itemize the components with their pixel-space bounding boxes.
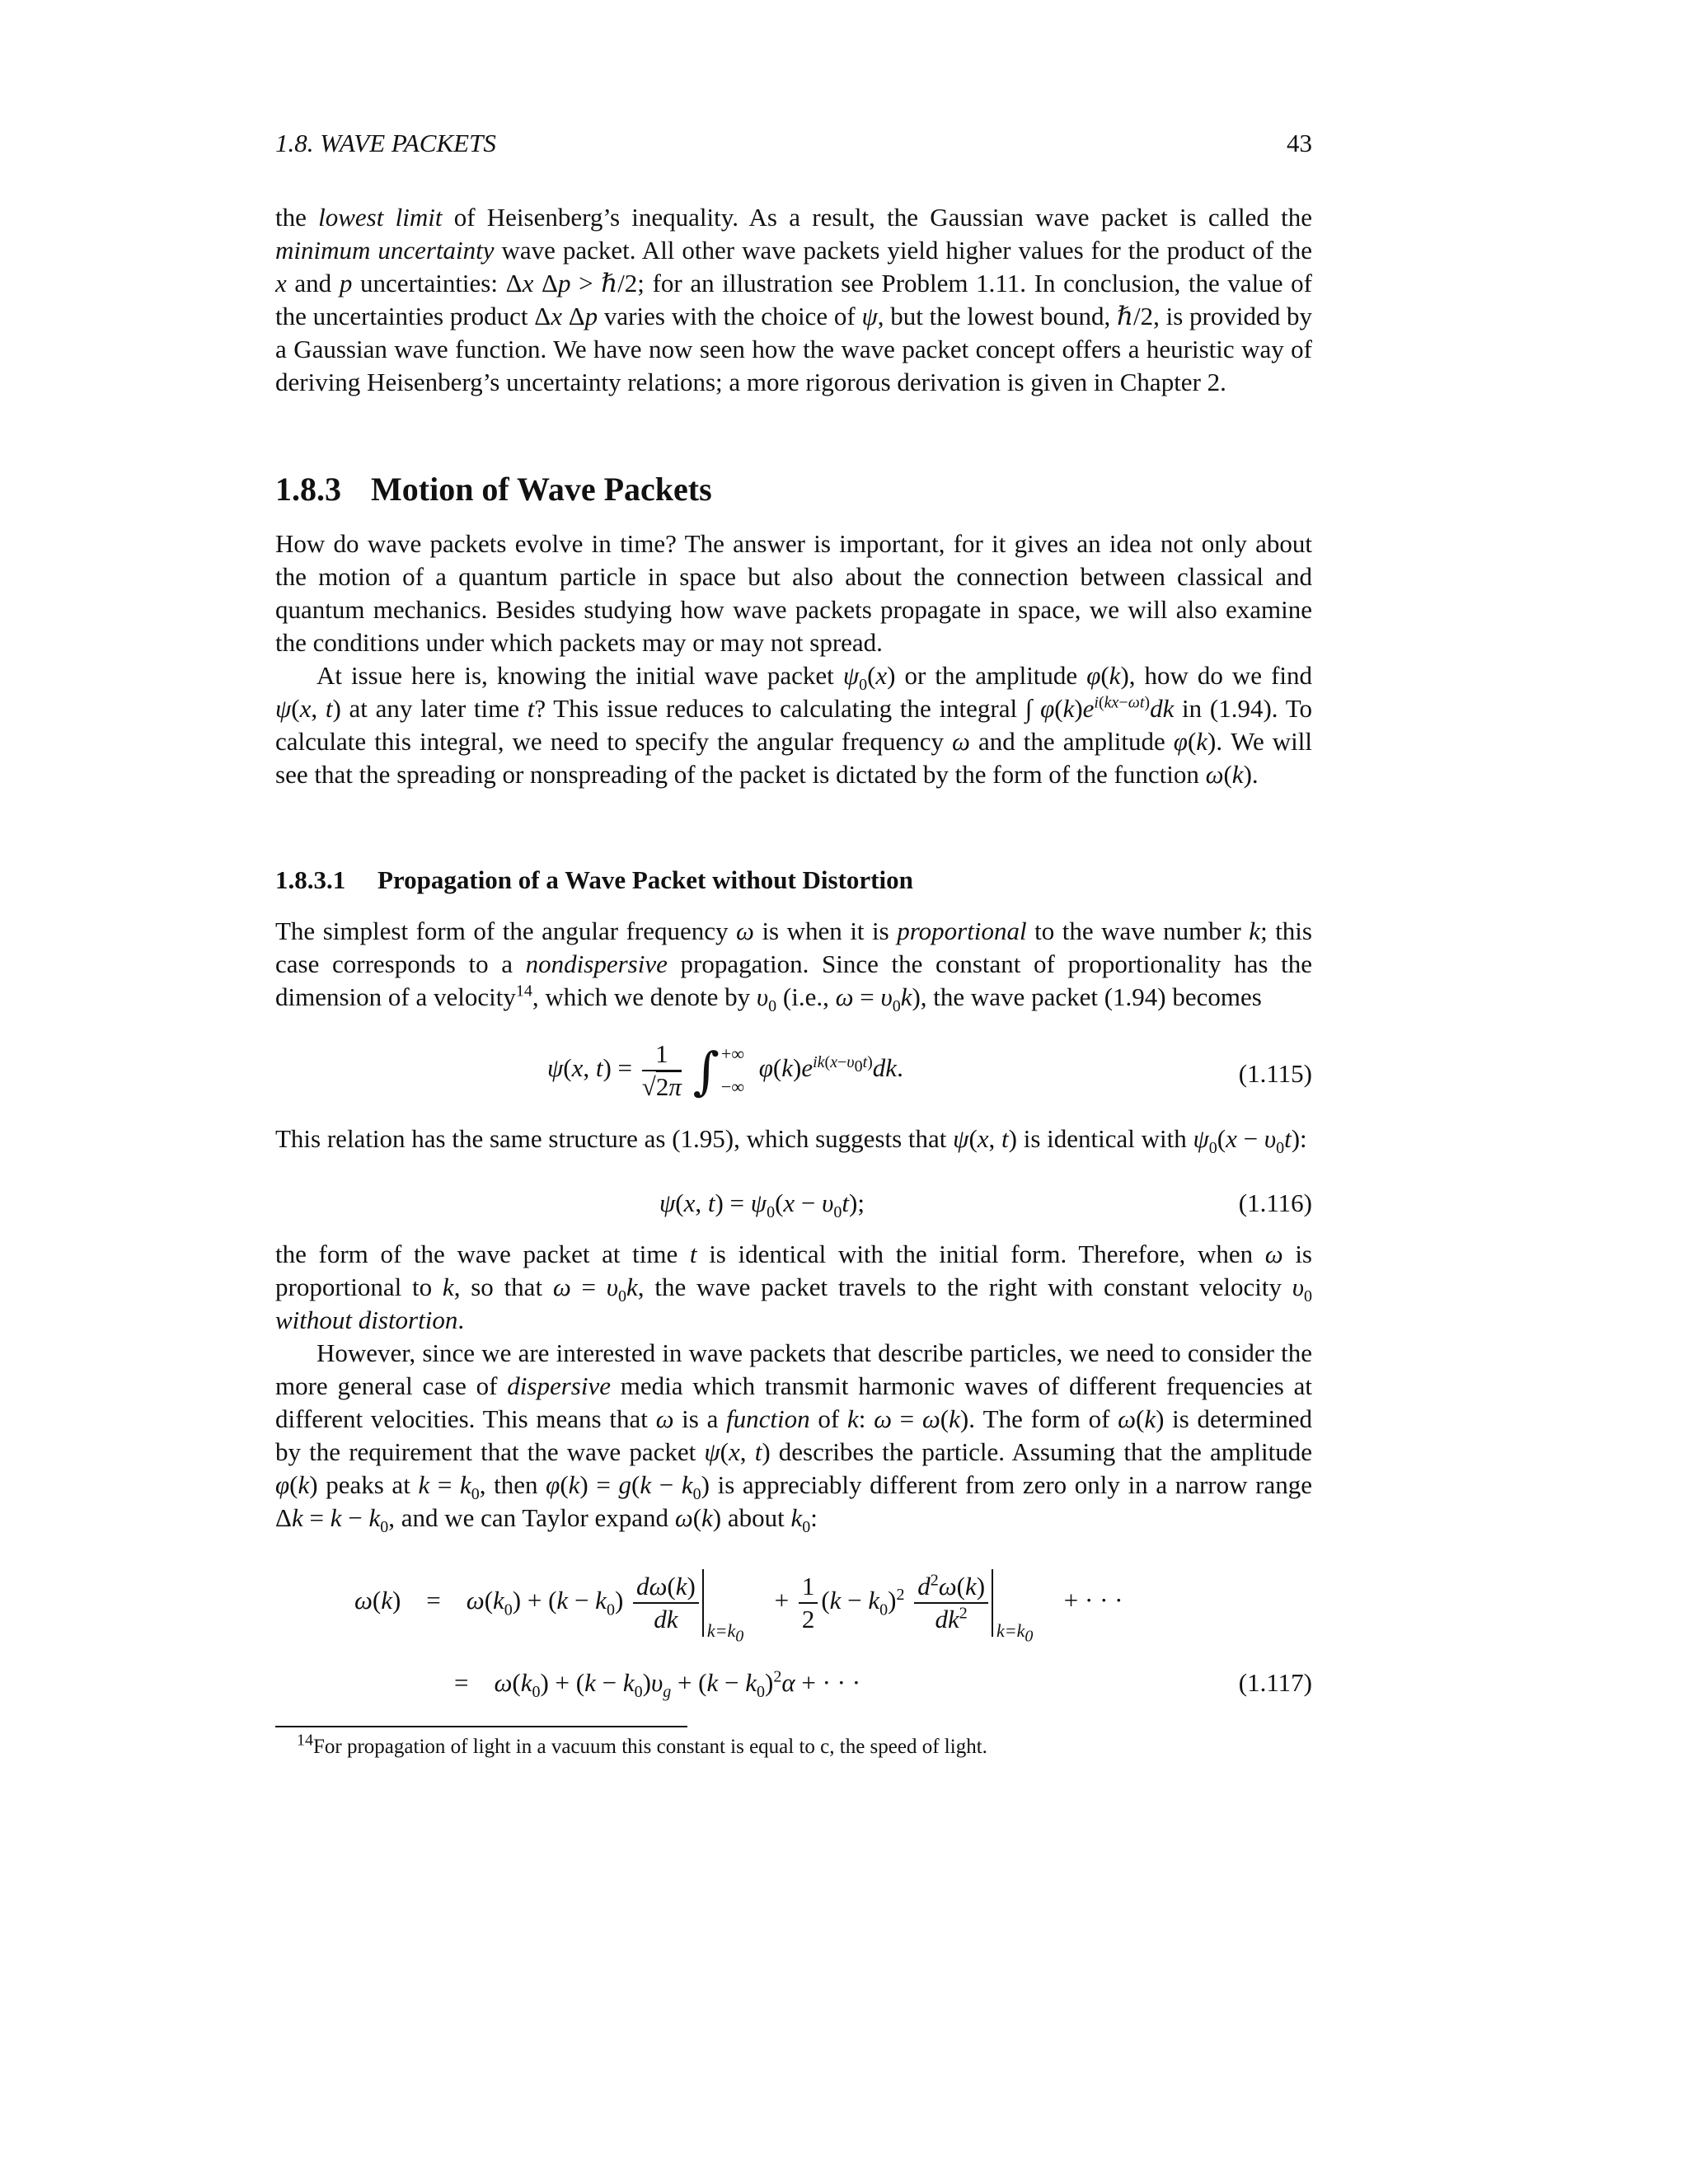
- equation-1-116: [275, 1188, 1312, 1221]
- equation-1-117: [275, 1569, 1312, 1709]
- section-number: 1.8.3: [275, 471, 341, 508]
- footnote-rule: [275, 1726, 687, 1727]
- equation-body: ψ(x, t) = $\frac{1}{√2\pi}$ ∫ +∞ −∞ $\varphi(k)e^{ik(x-\upsilon_0t)}dk$.: [547, 1039, 903, 1101]
- paragraph-5: the form of the wave packet at time t is identical with the initial form. Therefore, when ω is proportional to k, so that $\omega = \upsilon_0k$, the wave packet travels to the right with constant velocity $\upsilon_0$ without distortion. However, since we are interested in wave packets that describe particles, we need to consider the more general case of dispersive media which transmit harmonic waves of different frequencies at different velocities. This means that ω is a function of k: ω = ω(k). The form of ω(k) is determined by the requirement that the wave packet ψ(x, t) describes the particle. Assuming that the amplitude φ(k) peaks at $k = k_0$, then $\varphi(k) = g(k - k_0)$ is appreciably different from zero only in a narrow range $\Delta k = k - k_0$, and we can Taylor expand ω(k) about $k_0$:: [275, 1240, 1313, 1537]
- paragraph-2: How do wave packets evolve in time? The answer is important, for it gives an idea not only about the motion of a quantum particle in space but also about the connection between classical and quantum mechanics. Besides studying how wave packets propagate in space, we will also examine the conditions under which packets may or may not spread. At issue here is, knowing the initial wave packet $\psi_0(x)$ or the amplitude φ(k), how do we find ψ(x, t) at any later time t? This issue reduces to calculating the integral ∫ $\varphi(k)e^{i(kx-\omega t)}dk$ in (1.94). To calculate this integral, we need to specify the angular frequency ω and the amplitude φ(k). We will see that the spreading or nonspreading of the packet is dictated by the form of the function ω(k).: [275, 529, 1312, 789]
- subsection-title: Propagation of a Wave Packet without Distortion: [377, 865, 913, 894]
- footnote-marker: 14: [297, 1731, 313, 1750]
- equation-number: (1.117): [1238, 1668, 1312, 1697]
- section-heading: [275, 468, 1312, 511]
- paragraph-4: This relation has the same structure as (1.95), which suggests that ψ(x, t) is identical with $\psi_0(x - \upsilon_0t)$:: [275, 1124, 1307, 1158]
- running-head-title: 1.8. WAVE PACKETS: [275, 129, 496, 157]
- footnote: [297, 1732, 1312, 1762]
- equation-body: ψ(x, $t) = \psi_0(x - \upsilon_0t)$;: [659, 1188, 865, 1222]
- footnote-text: For propagation of light in a vacuum this constant is equal to c, the speed of light.: [313, 1736, 987, 1758]
- section-title: Motion of Wave Packets: [371, 471, 712, 508]
- running-head: [275, 125, 1312, 162]
- subsection-heading: [275, 864, 1312, 897]
- equation-number: (1.115): [1238, 1059, 1312, 1088]
- equation-line-1: ω(k) = $\omega(k_0) + (k - k_0)$ $\frac{d\omega(k)}{dk}$ $k=k_0$ + $\frac{1}{2}$ $(k - k_0)^2$ $\frac{d^2\omega(k)}{dk^2}$ $k=k_0$ + · · ·: [354, 1569, 1123, 1637]
- page-number: 43: [1287, 129, 1312, 157]
- equation-line-2: = $\omega(k_0) + (k - k_0)\upsilon_g + (k - k_0)^2\alpha$ + · · ·: [454, 1667, 861, 1702]
- equation-1-115: [275, 1034, 1312, 1117]
- paragraph-1: the lowest limit of Heisenberg’s inequality. As a result, the Gaussian wave packet is called the minimum uncertainty wave packet. All other wave packets yield higher values for the product of the x and p uncertainties: Δx Δp > ℏ/2; for an illustration see Problem 1.11. In conclusion, the value of the uncertainties product Δx Δp varies with the choice of ψ, but the lowest bound, ℏ/2, is provided by a Gaussian wave function. We have now seen how the wave packet concept offers a heuristic way of deriving Heisenberg’s uncertainty relations; a more rigorous derivation is given in Chapter 2.: [275, 203, 1313, 396]
- equation-number: (1.116): [1238, 1188, 1312, 1217]
- subsection-number: 1.8.3.1: [275, 865, 346, 894]
- paragraph-3: The simplest form of the angular frequency ω is when it is proportional to the wave number k; this case corresponds to a nondispersive propagation. Since the constant of proportionality has the dimension of a velocity$^{14}$, which we denote by $\upsilon_0$ (i.e., $\omega = \upsilon_0k$), the wave packet (1.94) becomes: [275, 916, 1312, 1016]
